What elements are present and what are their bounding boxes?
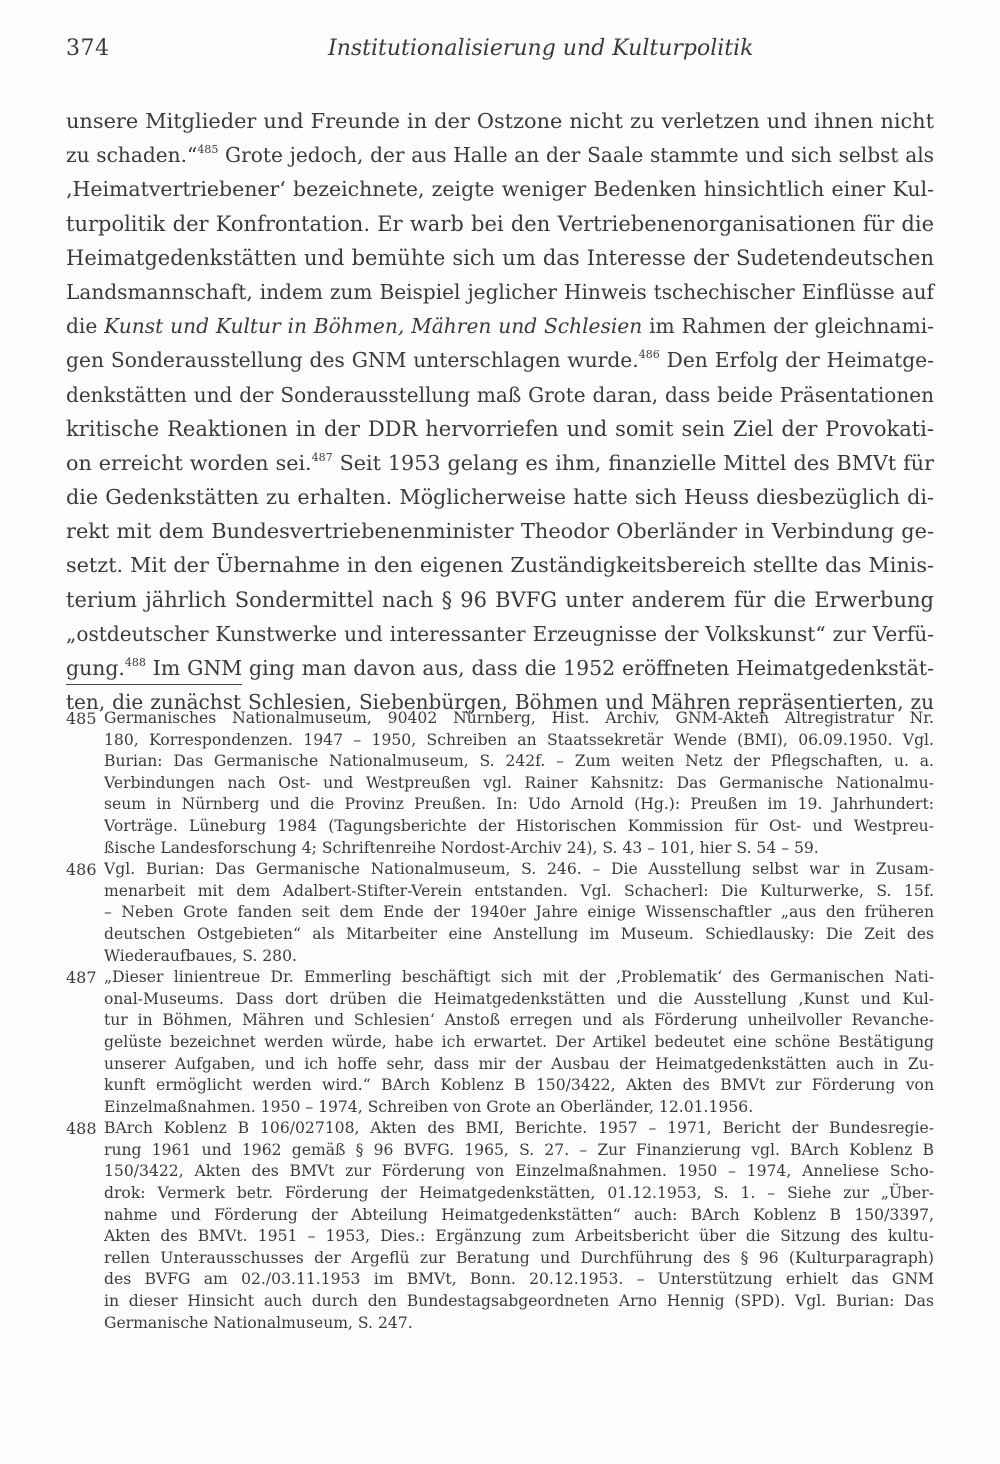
footnote-line: Vgl. Burian: Das Germanische Nationalmuseum, S. 246. – Die Ausstellung selbst war in Zusam- (104, 860, 934, 879)
footnote-text (104, 967, 934, 1118)
footnote-reference[interactable]: 485 (197, 143, 219, 157)
footnote-reference[interactable]: 488 (124, 656, 146, 669)
body-line (66, 651, 934, 685)
footnote-line: 150/3422, Akten des BMVt zur Förderung von Einzelmaßnahmen. 1950 – 1974, Anneliese Scho- (104, 1162, 934, 1181)
footnotes (66, 708, 934, 1334)
body-text-segment: ‚Heimatvertriebener‘ bezeichnete, zeigte weniger Bedenken hinsichtlich einer Kul- (66, 177, 934, 202)
body-text-segment: kritische Reaktionen in der DDR hervorriefen und somit sein Ziel der Provokati- (66, 416, 934, 441)
body-line (66, 343, 934, 377)
footnote-line: Verbindungen nach Ost- und Westpreußen vgl. Rainer Kahsnitz: Das Germanische Nationalmu- (104, 773, 934, 792)
footnote-487 (66, 967, 934, 1118)
footnote-line: deutschen Ostgebieten“ als Mitarbeiter eine Anstellung im Museum. Schiedlausky: Die Zeit des (104, 924, 934, 943)
running-head (66, 36, 934, 72)
body-text-segment: Seit 1953 gelang es ihm, finanzielle Mittel des BMVt für (332, 450, 934, 475)
footnote-line: ßische Landesforschung 4; Schriftenreihe Nordost-Archiv 24), S. 43 – 101, hier S. 54 – 59. (104, 838, 819, 857)
footnote-line: Einzelmaßnahmen. 1950 – 1974, Schreiben von Grote an Oberländer, 12.01.1956. (104, 1097, 754, 1116)
footnote-line: 180, Korrespondenzen. 1947 – 1950, Schreiben an Staatssekretär Wende (BMI), 06.09.1950. Vgl. (104, 730, 934, 749)
footnote-line: menarbeit mit dem Adalbert-Stifter-Verein entstanden. Vgl. Schacherl: Die Kulturwerke, S. 15f. (104, 881, 934, 900)
footnote-line: tur in Böhmen, Mähren und Schlesien‘ Anstoß erregen und als Förderung unheilvoller Revanche- (104, 1011, 934, 1030)
footnote-line: – Neben Grote fanden seit dem Ende der 1940er Jahre einige Wissenschaftler „aus den früheren (104, 903, 934, 922)
footnote-485 (66, 708, 934, 859)
body-text-segment: Heimatgedenkstätten und bemühte sich um das Interesse der Sudetendeutschen (66, 245, 934, 270)
body-line (66, 104, 934, 138)
body-line (66, 241, 934, 275)
footnote-number: 485 (66, 709, 97, 728)
footnote-text (104, 859, 934, 967)
footnote-line: Wiederaufbaues, S. 280. (104, 946, 297, 965)
footnote-line: onal-Museums. Dass dort drüben die Heimatgedenkstätten und die Ausstellung ‚Kunst und Kul- (104, 989, 934, 1008)
italic-title: Kunst und Kultur in Böhmen, Mähren und Schlesien (104, 314, 643, 339)
body-line (66, 172, 934, 206)
body-text-segment: „ostdeutscher Kunstwerke und interessanter Erzeugnisse der Volkskunst“ zur Verfü- (66, 621, 934, 646)
footnote-line: seum in Nürnberg und die Provinz Preußen. In: Udo Arnold (Hg.): Preußen im 19. Jahrhundert: (104, 795, 934, 814)
body-text-segment: gen Sonderausstellung des GNM unterschlagen wurde. (66, 348, 639, 373)
footnote-line: Germanische Nationalmuseum, S. 247. (104, 1313, 413, 1332)
body-text-segment: turpolitik der Konfrontation. Er warb bei den Vertriebenenorganisationen für die (66, 211, 934, 236)
footnote-reference[interactable]: 486 (638, 348, 660, 362)
footnote-line: des BVFG am 02./03.11.1953 im BMVt, Bonn. 20.12.1953. – Unterstützung erhielt das GNM (104, 1270, 934, 1289)
footnote-line: rellen Unterausschusses der Argeflü zur Beratung und Durchführung des § 96 (Kulturparagraph) (104, 1248, 934, 1267)
footnote-reference[interactable]: 487 (311, 450, 333, 464)
body-text-segment: Im GNM ging man davon aus, dass die 1952 eröffneten Heimatgedenkstät- (145, 656, 934, 680)
footnote-line: unserer Aufgaben, und ich hoffe sehr, dass mir der Ausbau der Heimatgedenkstätten auch in Zu- (104, 1054, 934, 1073)
body-text-segment: die Gedenkstätten zu erhalten. Möglicherweise hatte sich Heuss diesbezüglich di- (66, 485, 934, 510)
footnote-line: Burian: Das Germanische Nationalmuseum, S. 242f. – Zum weiten Netz der Pflegschaften, u. a. (104, 752, 934, 771)
body-line (66, 412, 934, 446)
body-text-segment: unsere Mitglieder und Freunde in der Ostzone nicht zu verletzen und ihnen nicht (66, 109, 934, 133)
body-line (66, 514, 934, 548)
footnote-488 (66, 1118, 934, 1334)
footnote-line: drok: Vermerk betr. Förderung der Heimatgedenkstätten, 01.12.1953, S. 1. – Siehe zur „Über- (104, 1184, 934, 1203)
body-line (66, 275, 934, 309)
body-text-segment: terium jährlich Sondermittel nach § 96 BVFG unter anderem für die Erwerbung (66, 587, 934, 612)
footnote-486 (66, 859, 934, 967)
footnote-number: 486 (66, 860, 97, 880)
running-title: Institutionalisierung und Kulturpolitik (328, 36, 754, 61)
footnote-text (104, 708, 934, 859)
body-text-segment: denkstätten und der Sonderausstellung maß Grote daran, dass beide Präsentationen (66, 382, 934, 407)
body-line (66, 583, 934, 617)
body-text-segment: Grote jedoch, der aus Halle an der Saale stammte und sich selbst als (218, 143, 934, 168)
footnote-line: BArch Koblenz B 106/027108, Akten des BMI, Berichte. 1957 – 1971, Bericht der Bundesregie- (104, 1119, 934, 1138)
body-line (66, 446, 934, 480)
body-text-segment: Landsmannschaft, indem zum Beispiel jeglicher Hinweis tschechischer Einflüsse auf (66, 279, 934, 304)
body-line (66, 309, 934, 343)
footnote-line: „Dieser linientreue Dr. Emmerling beschäftigt sich mit der ‚Problematik‘ des Germanischen Nati- (104, 968, 934, 987)
body-text-segment: zu schaden.“ (66, 143, 198, 168)
body-text-segment: setzt. Mit der Übernahme in den eigenen Zuständigkeitsbereich stellte das Minis- (66, 553, 934, 578)
body-text (66, 104, 934, 719)
footnote-line: Vorträge. Lüneburg 1984 (Tagungsberichte der Historischen Kommission für Ost- und Westpreu- (104, 816, 934, 835)
body-text-segment: rekt mit dem Bundesvertriebenenminister Theodor Oberländer in Verbindung ge- (66, 519, 934, 544)
body-line (66, 378, 934, 412)
body-text-segment: im Rahmen der gleichnami- (642, 314, 934, 339)
body-line (66, 480, 934, 514)
body-text-segment: gung. (66, 656, 125, 680)
footnote-line: rung 1961 und 1962 gemäß § 96 BVFG. 1965, S. 27. – Zur Finanzierung vgl. BArch Koblenz B (104, 1140, 934, 1159)
footnote-line: in dieser Hinsicht auch durch den Bundestagsabgeordneten Arno Hennig (SPD). Vgl. Burian: Das (104, 1292, 934, 1311)
body-text-segment: die (66, 314, 105, 339)
footnote-line: Akten des BMVt. 1951 – 1953, Dies.: Ergänzung zum Arbeitsbericht über die Sitzung des kultu- (104, 1227, 934, 1246)
page-number: 374 (66, 36, 110, 61)
footnote-line: Germanisches Nationalmuseum, 90402 Nürnberg, Hist. Archiv, GNM-Akten Altregistratur Nr. (104, 709, 934, 727)
body-line (66, 617, 934, 651)
body-text-segment: on erreicht worden sei. (66, 450, 312, 475)
footnote-line: kunft ermöglicht werden wird.“ BArch Koblenz B 150/3422, Akten des BMVt zur Förderung von (104, 1076, 934, 1095)
footnote-text (104, 1118, 934, 1334)
body-line (66, 548, 934, 582)
body-text-segment: Den Erfolg der Heimatge- (659, 348, 935, 373)
footnote-number: 487 (66, 968, 97, 988)
footnote-line: nahme und Förderung der Abteilung Heimatgedenkstätten“ auch: BArch Koblenz B 150/3397, (104, 1205, 934, 1224)
footnote-line: gelüste bezeichnet werden würde, habe ich erwartet. Der Artikel bedeutet eine schöne Bestätigung (104, 1032, 934, 1051)
footnote-separator (66, 684, 242, 685)
body-line (66, 138, 934, 172)
footnote-number: 488 (66, 1119, 97, 1139)
body-line (66, 207, 934, 241)
body-text-segment: ten, die zunächst Schlesien, Siebenbürgen, Böhmen und Mähren repräsentierten, zu (66, 690, 934, 715)
